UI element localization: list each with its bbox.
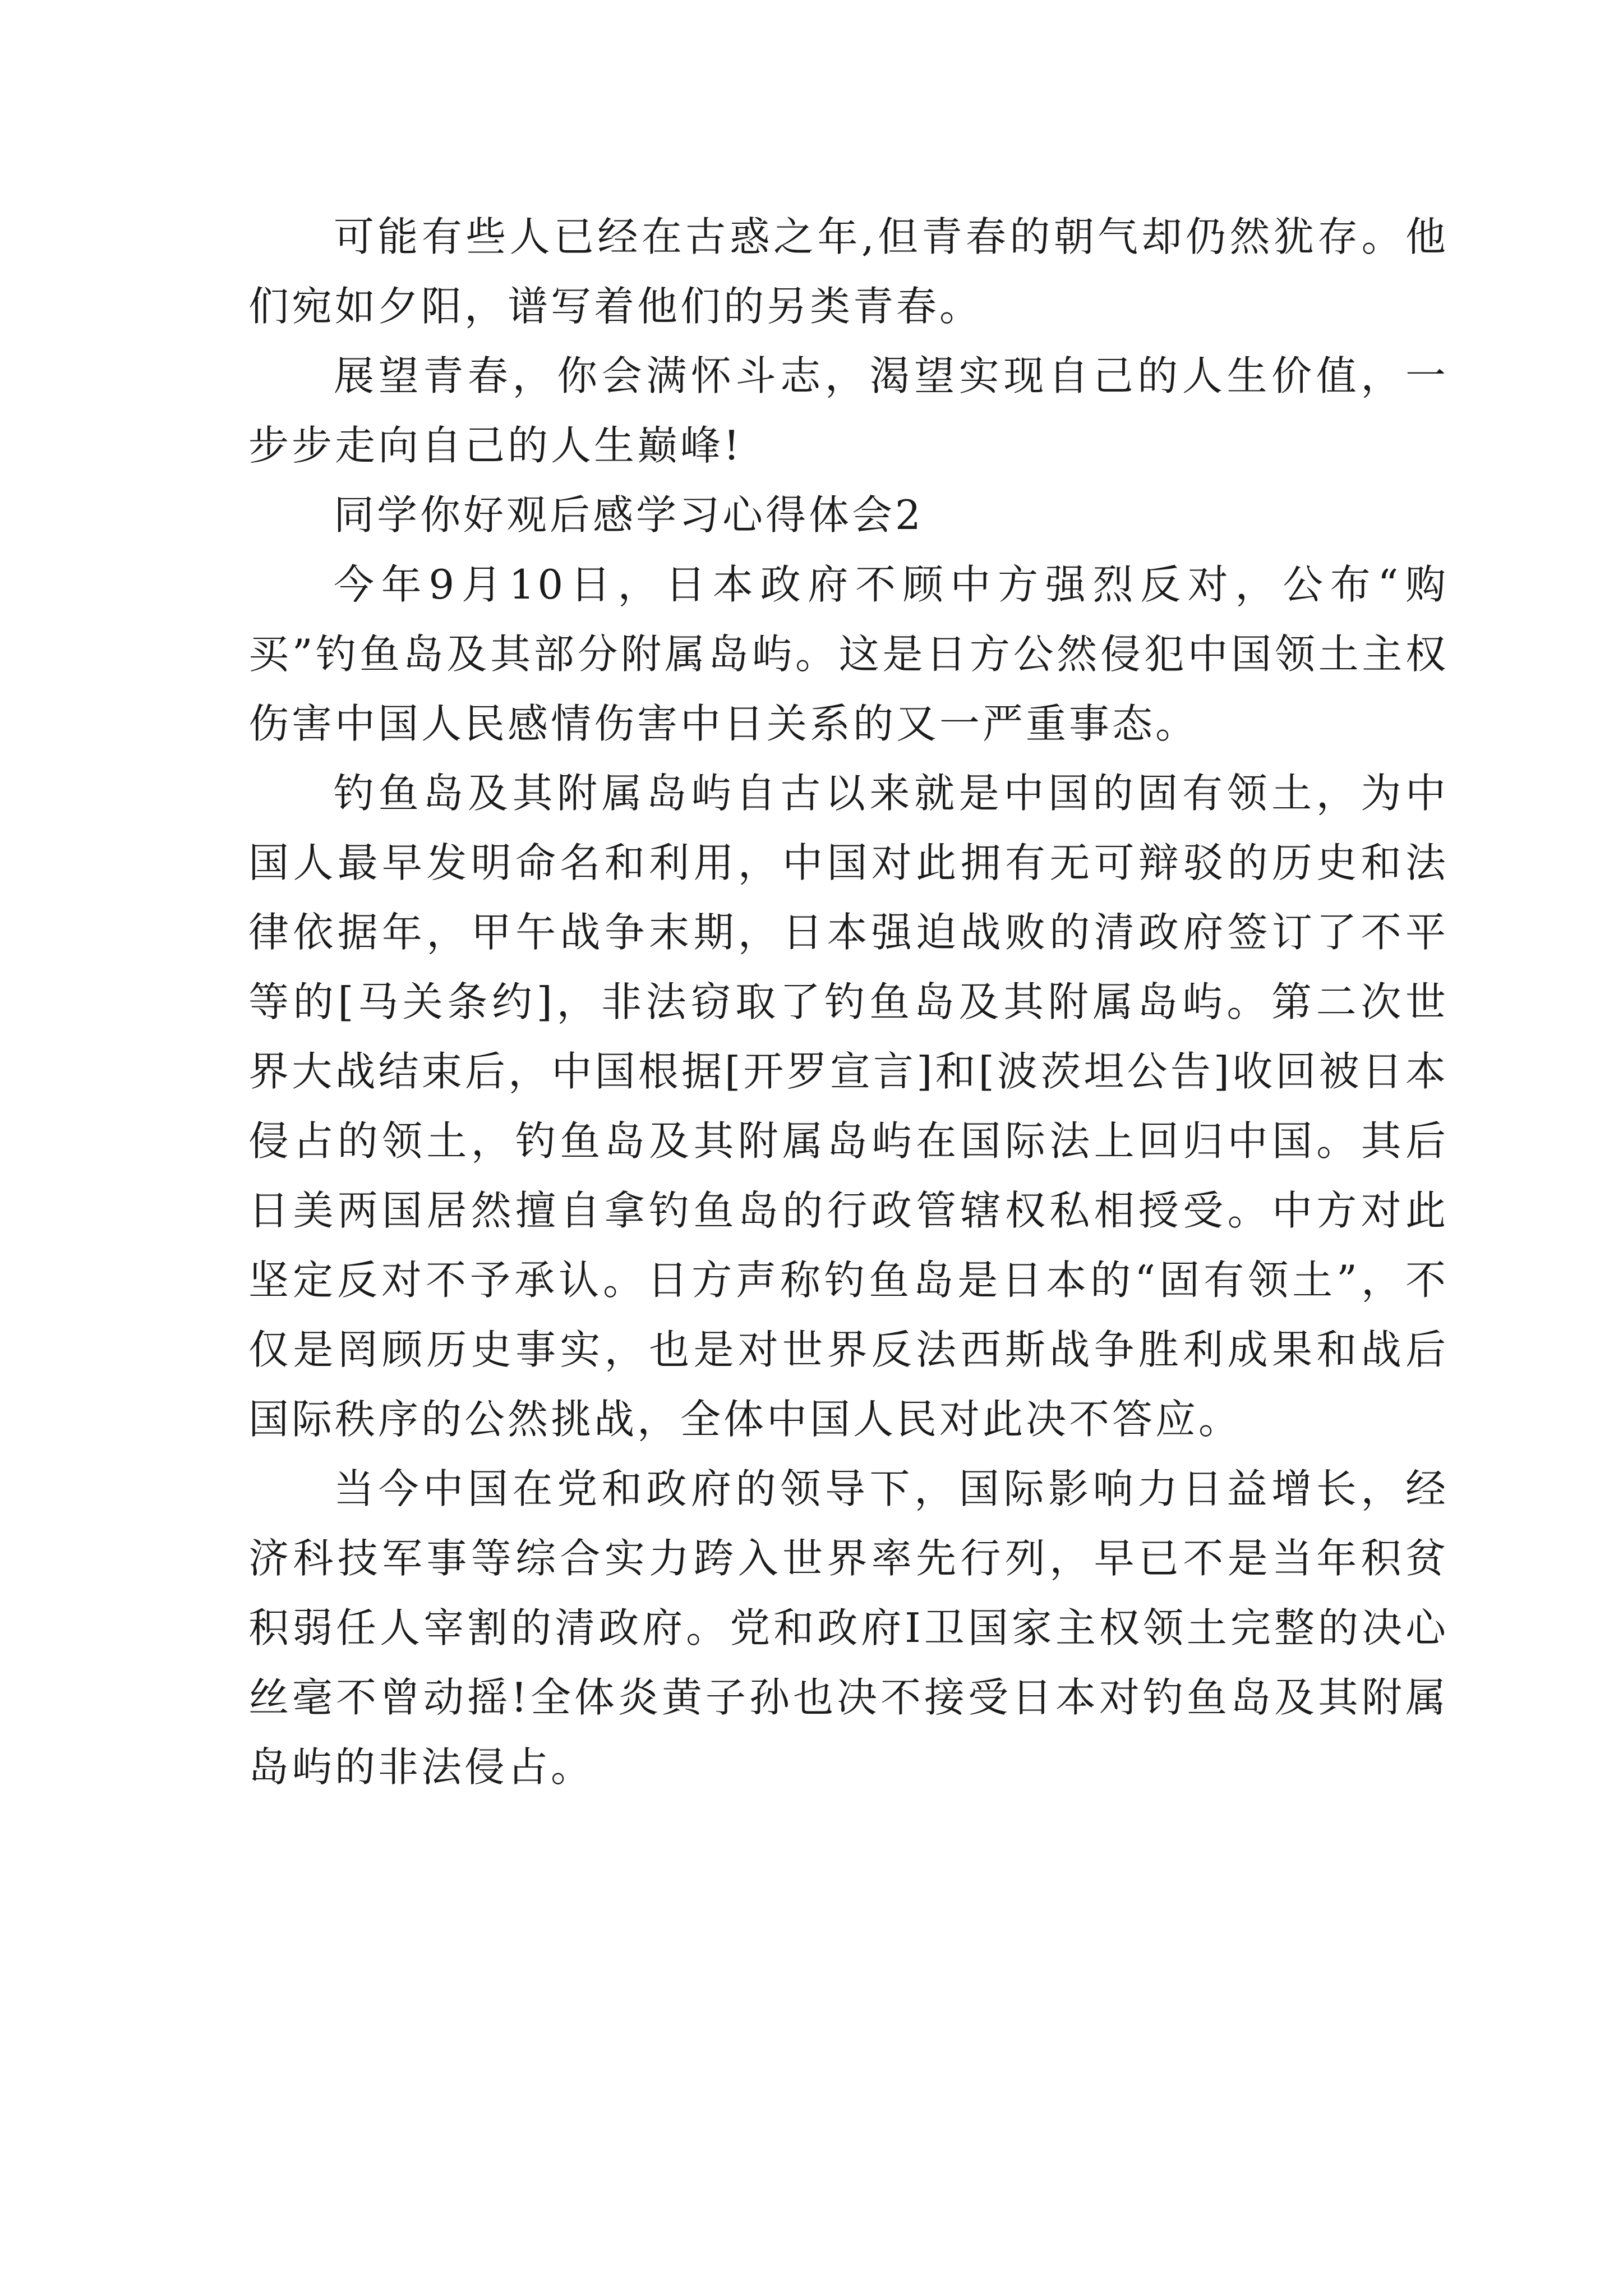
paragraph-3: 今年9月10日，日本政府不顾中方强烈反对，公布“购买”钓鱼岛及其部分附属岛屿。这是日方公然侵犯中国领土主权伤害中国人民感情伤害中日关系的又一严重事态。	[248, 561, 1449, 747]
paragraph-1: 可能有些人已经在古惑之年,但青春的朝气却仍然犹存。他们宛如夕阳，谱写着他们的另类青春。	[248, 213, 1449, 330]
paragraph-5: 当今中国在党和政府的领导下，国际影响力日益增长，经济科技军事等综合实力跨入世界率先行列，早已不是当年积贫积弱任人宰割的清政府。党和政府Ⅰ卫国家主权领土完整的决心丝毫不曾动摇!全体炎黄子孙也决不接受日本对钓鱼岛及其附属岛屿的非法侵占。	[248, 1465, 1449, 1791]
paragraph-4: 钓鱼岛及其附属岛屿自古以来就是中国的固有领土，为中国人最早发明命名和利用，中国对此拥有无可辩驳的历史和法律依据年，甲午战争末期，日本强迫战败的清政府签订了不平等的[马关条约]，非法窃取了钓鱼岛及其附属岛屿。第二次世界大战结束后，中国根据[开罗宣言]和[波茨坦公告]收回被日本侵占的领土，钓鱼岛及其附属岛屿在国际法上回归中国。其后日美两国居然擅自拿钓鱼岛的行政管辖权私相授受。中方对此坚定反对不予承认。日方声称钓鱼岛是日本的“固有领土”，不仅是罔顾历史事实，也是对世界反法西斯战争胜利成果和战后国际秩序的公然挑战，全体中国人民对此决不答应。	[248, 770, 1449, 1443]
document-body	[248, 202, 1449, 1802]
section-heading: 同学你好观后感学习心得体会2	[334, 491, 924, 539]
paragraph-2: 展望青春，你会满怀斗志，渴望实现自己的人生价值，一步步走向自己的人生巅峰!	[248, 352, 1449, 469]
